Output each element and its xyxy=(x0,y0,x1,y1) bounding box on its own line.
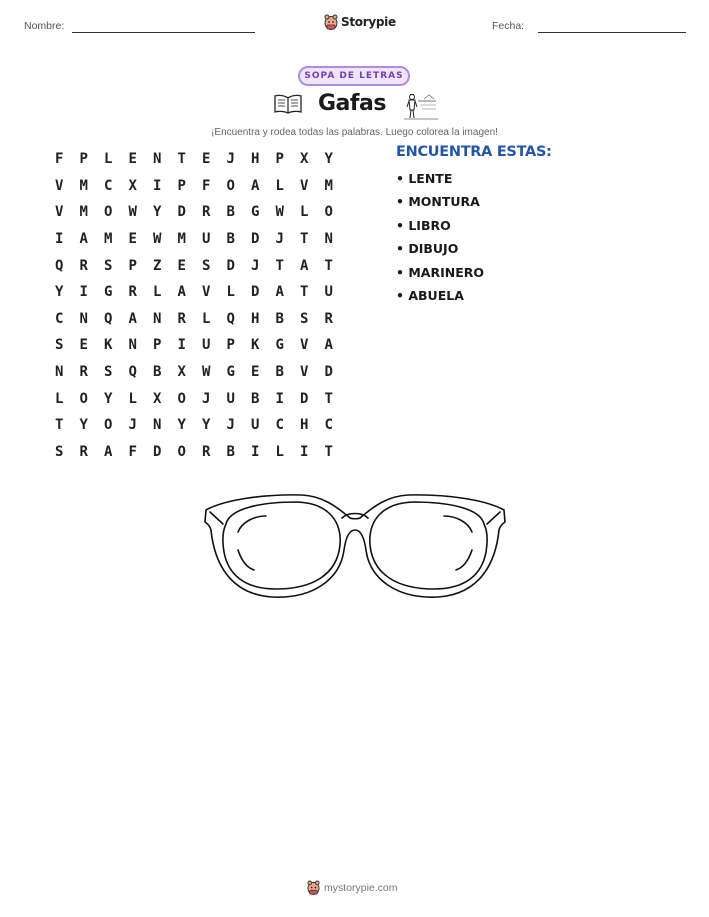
grid-letter[interactable]: C xyxy=(275,417,284,434)
grid-letter[interactable]: Q xyxy=(128,364,137,381)
grid-letter[interactable]: L xyxy=(55,390,64,407)
brand-name: Storypie xyxy=(341,15,396,29)
grid-row xyxy=(47,146,341,173)
grid-letter[interactable]: T xyxy=(300,231,309,248)
grid-letter[interactable]: A xyxy=(128,310,137,327)
grid-letter[interactable]: M xyxy=(79,204,88,221)
grid-letter[interactable]: O xyxy=(79,390,88,407)
grid-letter[interactable]: P xyxy=(128,257,137,274)
grid-letter[interactable]: G xyxy=(104,284,113,301)
grid-letter[interactable]: T xyxy=(275,257,284,274)
grid-letter[interactable]: S xyxy=(104,257,113,274)
grid-letter[interactable]: J xyxy=(275,231,284,248)
grid-letter[interactable]: E xyxy=(202,151,211,168)
grid-letter[interactable]: B xyxy=(153,364,162,381)
grid-letter[interactable]: N xyxy=(128,337,137,354)
grid-letter[interactable]: N xyxy=(153,310,162,327)
grid-letter[interactable]: P xyxy=(153,337,162,354)
grid-letter[interactable]: G xyxy=(275,337,284,354)
puzzle-type-badge xyxy=(298,66,410,86)
grid-letter[interactable]: A xyxy=(104,443,113,460)
grid-letter[interactable]: T xyxy=(55,417,64,434)
grid-letter[interactable]: O xyxy=(177,443,186,460)
grid-letter[interactable]: U xyxy=(202,337,211,354)
sailor-on-shore-icon xyxy=(404,91,438,121)
grid-letter[interactable]: U xyxy=(324,284,333,301)
grid-letter[interactable]: V xyxy=(202,284,211,301)
grid-letter[interactable]: L xyxy=(202,310,211,327)
grid-letter[interactable]: M xyxy=(104,231,113,248)
grid-letter[interactable]: D xyxy=(300,390,309,407)
grid-letter[interactable]: D xyxy=(177,204,186,221)
grid-letter[interactable]: L xyxy=(275,177,284,194)
grid-letter[interactable]: I xyxy=(275,390,284,407)
grid-letter[interactable]: V xyxy=(300,177,309,194)
name-label: Nombre: xyxy=(24,20,65,32)
grid-letter[interactable]: S xyxy=(104,364,113,381)
grid-letter[interactable]: A xyxy=(275,284,284,301)
grid-letter[interactable]: M xyxy=(324,177,333,194)
grid-letter[interactable]: V xyxy=(300,364,309,381)
date-line[interactable] xyxy=(538,32,686,33)
grid-letter[interactable]: G xyxy=(226,364,235,381)
grid-letter[interactable]: D xyxy=(226,257,235,274)
grid-letter[interactable]: J xyxy=(251,257,260,274)
grid-letter[interactable]: L xyxy=(128,390,137,407)
open-book-icon xyxy=(273,94,303,114)
grid-letter[interactable]: I xyxy=(153,177,162,194)
instructions: ¡Encuentra y rodea todas las palabras. Luego colorea la imagen! xyxy=(211,127,498,138)
word-list-item: • LENTE xyxy=(396,171,453,186)
grid-letter[interactable]: H xyxy=(251,310,260,327)
grid-letter[interactable]: Y xyxy=(104,390,113,407)
grid-letter[interactable]: A xyxy=(79,231,88,248)
word-list-item: • MARINERO xyxy=(396,264,484,280)
grid-letter[interactable]: W xyxy=(202,364,211,381)
grid-letter[interactable]: Y xyxy=(55,284,64,301)
grid-letter[interactable]: R xyxy=(202,204,211,221)
grid-letter[interactable]: V xyxy=(300,337,309,354)
grid-letter[interactable]: P xyxy=(275,151,284,168)
grid-letter[interactable]: J xyxy=(226,151,235,168)
grid-letter[interactable]: D xyxy=(324,364,333,381)
grid-letter[interactable]: P xyxy=(226,337,235,354)
grid-letter[interactable]: D xyxy=(251,284,260,301)
footer xyxy=(307,880,398,895)
grid-letter[interactable]: R xyxy=(177,310,186,327)
grid-letter[interactable]: G xyxy=(251,204,260,221)
grid-letter[interactable]: N xyxy=(55,364,64,381)
grid-letter[interactable]: A xyxy=(177,284,186,301)
grid-letter[interactable]: O xyxy=(226,177,235,194)
grid-row xyxy=(47,332,341,359)
grid-letter[interactable]: I xyxy=(251,443,260,460)
grid-letter[interactable]: A xyxy=(324,337,333,354)
grid-letter[interactable]: N xyxy=(153,151,162,168)
grid-letter[interactable]: B xyxy=(275,364,284,381)
grid-letter[interactable]: P xyxy=(177,177,186,194)
grid-letter[interactable]: F xyxy=(128,443,137,460)
grid-letter[interactable]: T xyxy=(300,284,309,301)
grid-letter[interactable]: S xyxy=(300,310,309,327)
grid-row xyxy=(47,279,341,306)
grid-letter[interactable]: I xyxy=(300,443,309,460)
grid-letter[interactable]: D xyxy=(153,443,162,460)
grid-letter[interactable]: L xyxy=(275,443,284,460)
word-list-heading: ENCUENTRA ESTAS: xyxy=(396,144,552,160)
grid-letter[interactable]: T xyxy=(324,257,333,274)
grid-letter[interactable]: R xyxy=(79,364,88,381)
grid-letter[interactable]: L xyxy=(300,204,309,221)
name-line[interactable] xyxy=(72,32,255,33)
grid-letter[interactable]: S xyxy=(55,443,64,460)
grid-letter[interactable]: J xyxy=(202,390,211,407)
grid-row xyxy=(47,252,341,279)
page-title: Gafas xyxy=(318,91,386,116)
word-list-item: • LIBRO xyxy=(396,217,451,233)
grid-letter[interactable]: X xyxy=(300,151,309,168)
grid-letter[interactable]: E xyxy=(128,151,137,168)
grid-letter[interactable]: K xyxy=(251,337,260,354)
grid-letter[interactable]: E xyxy=(128,231,137,248)
grid-letter[interactable]: O xyxy=(324,204,333,221)
grid-letter[interactable]: R xyxy=(202,443,211,460)
grid-letter[interactable]: U xyxy=(226,390,235,407)
grid-letter[interactable]: H xyxy=(300,417,309,434)
grid-letter[interactable]: N xyxy=(79,310,88,327)
grid-letter[interactable]: B xyxy=(275,310,284,327)
grid-letter[interactable]: E xyxy=(251,364,260,381)
grid-letter[interactable]: C xyxy=(324,417,333,434)
grid-letter[interactable]: Y xyxy=(202,417,211,434)
grid-letter[interactable]: B xyxy=(226,204,235,221)
grid-letter[interactable]: Y xyxy=(324,151,333,168)
grid-row xyxy=(47,199,341,226)
grid-letter[interactable]: T xyxy=(324,443,333,460)
grid-letter[interactable]: L xyxy=(153,284,162,301)
grid-letter[interactable]: N xyxy=(153,417,162,434)
grid-letter[interactable]: X xyxy=(128,177,137,194)
letter-grid xyxy=(47,146,341,465)
grid-letter[interactable]: O xyxy=(104,417,113,434)
grid-letter[interactable]: R xyxy=(79,257,88,274)
grid-letter[interactable]: M xyxy=(177,231,186,248)
grid-letter[interactable]: T xyxy=(324,390,333,407)
grid-letter[interactable]: Z xyxy=(153,257,162,274)
grid-letter[interactable]: E xyxy=(79,337,88,354)
grid-letter[interactable]: W xyxy=(128,204,137,221)
grid-letter[interactable]: S xyxy=(55,337,64,354)
grid-letter[interactable]: D xyxy=(251,231,260,248)
grid-letter[interactable]: U xyxy=(202,231,211,248)
grid-letter[interactable]: A xyxy=(300,257,309,274)
grid-letter[interactable]: W xyxy=(153,231,162,248)
grid-letter[interactable]: I xyxy=(79,284,88,301)
grid-letter[interactable]: B xyxy=(226,443,235,460)
footer-url[interactable]: mystorypie.com xyxy=(324,881,398,894)
grid-row xyxy=(47,173,341,200)
grid-letter[interactable]: X xyxy=(153,390,162,407)
grid-letter[interactable]: Q xyxy=(55,257,64,274)
grid-letter[interactable]: X xyxy=(177,364,186,381)
word-list-item: • ABUELA xyxy=(396,287,464,303)
grid-row xyxy=(47,385,341,412)
grid-letter[interactable]: V xyxy=(55,177,64,194)
grid-letter[interactable]: I xyxy=(55,231,64,248)
grid-row xyxy=(47,359,341,386)
brand-logo xyxy=(324,14,396,30)
grid-letter[interactable]: T xyxy=(177,151,186,168)
grid-letter[interactable]: E xyxy=(177,257,186,274)
grid-letter[interactable]: M xyxy=(79,177,88,194)
grid-letter[interactable]: Y xyxy=(79,417,88,434)
grid-row xyxy=(47,439,341,466)
grid-letter[interactable]: U xyxy=(251,417,260,434)
grid-letter[interactable]: P xyxy=(79,151,88,168)
grid-row xyxy=(47,306,341,333)
word-list-item: • DIBUJO xyxy=(396,241,459,257)
grid-letter[interactable]: C xyxy=(55,310,64,327)
grid-letter[interactable]: H xyxy=(251,151,260,168)
grid-letter[interactable]: F xyxy=(202,177,211,194)
grid-row xyxy=(47,226,341,253)
grid-letter[interactable]: J xyxy=(128,417,137,434)
grid-letter[interactable]: F xyxy=(55,151,64,168)
grid-letter[interactable]: L xyxy=(104,151,113,168)
grid-letter[interactable]: W xyxy=(275,204,284,221)
grid-letter[interactable]: B xyxy=(251,390,260,407)
grid-letter[interactable]: V xyxy=(55,204,64,221)
grid-letter[interactable]: O xyxy=(104,204,113,221)
storypie-mascot-icon xyxy=(307,880,320,895)
badge-text: SOPA DE LETRAS xyxy=(304,71,404,81)
grid-letter[interactable]: S xyxy=(202,257,211,274)
glasses-illustration xyxy=(202,490,508,602)
grid-letter[interactable]: N xyxy=(324,231,333,248)
grid-row xyxy=(47,412,341,439)
grid-letter[interactable]: L xyxy=(226,284,235,301)
grid-letter[interactable]: I xyxy=(177,337,186,354)
grid-letter[interactable]: R xyxy=(128,284,137,301)
grid-letter[interactable]: R xyxy=(324,310,333,327)
grid-letter[interactable]: Y xyxy=(153,204,162,221)
grid-letter[interactable]: O xyxy=(177,390,186,407)
storypie-mascot-icon xyxy=(324,14,338,30)
grid-letter[interactable]: A xyxy=(251,177,260,194)
grid-letter[interactable]: Y xyxy=(177,417,186,434)
grid-letter[interactable]: R xyxy=(79,443,88,460)
grid-letter[interactable]: J xyxy=(226,417,235,434)
grid-letter[interactable]: Q xyxy=(226,310,235,327)
word-list-item: • MONTURA xyxy=(396,194,480,210)
word-list xyxy=(396,171,484,311)
date-label: Fecha: xyxy=(492,20,525,32)
grid-letter[interactable]: K xyxy=(104,337,113,354)
grid-letter[interactable]: Q xyxy=(104,310,113,327)
grid-letter[interactable]: B xyxy=(226,231,235,248)
grid-letter[interactable]: C xyxy=(104,177,113,194)
